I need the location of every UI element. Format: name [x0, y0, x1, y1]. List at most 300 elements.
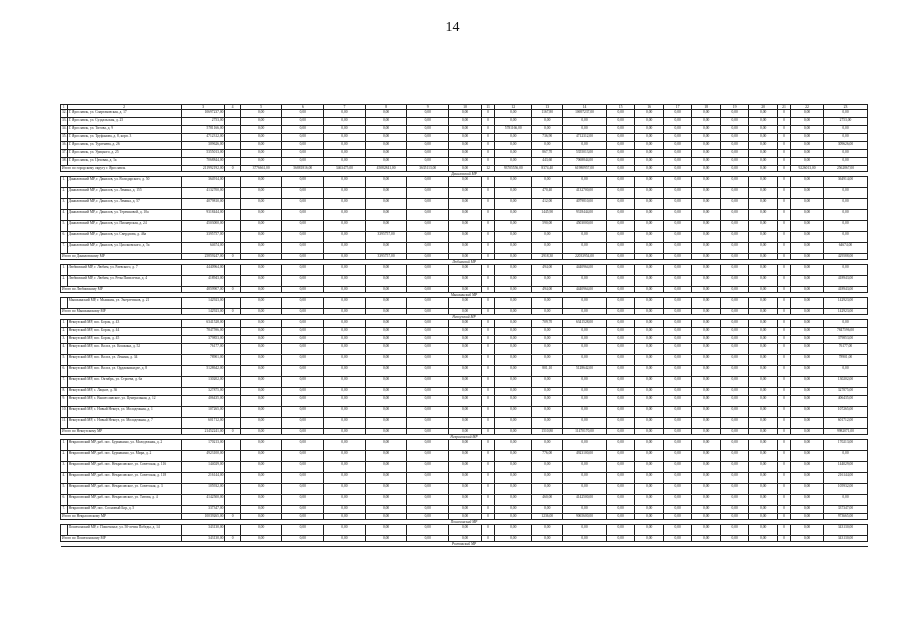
- value-cell: 0: [777, 118, 790, 126]
- value-cell: 0,00: [532, 407, 563, 418]
- value-cell: 0,00: [720, 355, 749, 366]
- value-cell: 0,00: [495, 265, 532, 276]
- value-cell: 0: [777, 126, 790, 134]
- value-cell: 0,00: [365, 525, 407, 536]
- value-cell: 0: [777, 473, 790, 484]
- value-cell: 0,00: [324, 199, 366, 210]
- value-cell: 0,00: [240, 177, 282, 188]
- value-cell: 0,00: [635, 199, 664, 210]
- value-cell: 0,00: [749, 462, 778, 473]
- total-value-cell: 0: [481, 429, 494, 435]
- table-row: [61, 320, 868, 328]
- row-number: 1.: [61, 320, 68, 328]
- value-cell: 0,00: [324, 462, 366, 473]
- value-cell: 0,00: [663, 265, 692, 276]
- row-number: 2.: [61, 451, 68, 462]
- total-value-cell: 0,00: [449, 166, 482, 172]
- value-cell: 0,00: [365, 110, 407, 118]
- total-value-cell: 0,00: [606, 536, 635, 542]
- value-cell: 0,00: [495, 366, 532, 377]
- area-heading: Некоузский МР: [61, 315, 868, 320]
- value-cell: 327875,00: [823, 388, 867, 396]
- value-cell: 0,00: [635, 118, 664, 126]
- value-cell: 0,00: [324, 243, 366, 254]
- column-number: 9: [407, 105, 449, 110]
- value-cell: 601712,00: [823, 418, 867, 429]
- value-cell: 0,00: [692, 221, 721, 232]
- value-cell: 0,00: [606, 210, 635, 221]
- value-cell: 0,00: [749, 396, 778, 407]
- value-cell: 0,00: [365, 473, 407, 484]
- value-cell: 0,00: [365, 158, 407, 166]
- value-cell: 0: [481, 158, 494, 166]
- value-cell: 0,00: [635, 525, 664, 536]
- value-cell: [225, 506, 240, 514]
- value-cell: 0,00: [791, 366, 824, 377]
- total-value-cell: 0: [777, 429, 790, 435]
- address-cell: Некоузский МР, пос. Борок, д. 44: [67, 328, 181, 336]
- value-cell: 0,00: [365, 298, 407, 309]
- value-cell: 0,00: [407, 388, 449, 396]
- value-cell: 0,00: [791, 396, 824, 407]
- value-cell: [225, 388, 240, 396]
- value-cell: 0,00: [240, 396, 282, 407]
- value-cell: 0,00: [663, 188, 692, 199]
- value-cell: 0,00: [720, 473, 749, 484]
- total-value-cell: 0,00: [663, 536, 692, 542]
- value-cell: [225, 440, 240, 451]
- value-cell: 0: [481, 440, 494, 451]
- row-number: 5.: [61, 484, 68, 495]
- value-cell: 0,00: [635, 232, 664, 243]
- total-value-cell: 0,00: [324, 254, 366, 260]
- value-cell: 0,00: [282, 118, 324, 126]
- table-row: [61, 158, 868, 166]
- value-cell: 309626,00: [181, 142, 225, 150]
- value-cell: 0,00: [449, 188, 482, 199]
- value-cell: 0,00: [240, 276, 282, 287]
- value-cell: 0,00: [240, 525, 282, 536]
- value-cell: 0,00: [240, 158, 282, 166]
- value-cell: 0,00: [692, 320, 721, 328]
- column-number: 17: [663, 105, 692, 110]
- value-cell: 0,00: [449, 440, 482, 451]
- value-cell: 0: [777, 451, 790, 462]
- value-cell: 0,00: [240, 232, 282, 243]
- value-cell: 0,00: [282, 232, 324, 243]
- value-cell: 0,00: [282, 440, 324, 451]
- value-cell: 0: [481, 232, 494, 243]
- value-cell: 0,00: [532, 243, 563, 254]
- value-cell: 0,00: [324, 451, 366, 462]
- value-cell: 0: [777, 388, 790, 396]
- total-value-cell: 2562867,00: [823, 166, 867, 172]
- value-cell: 0: [481, 495, 494, 506]
- total-value-cell: 0,00: [720, 309, 749, 315]
- value-cell: 0: [481, 276, 494, 287]
- value-cell: 0,00: [692, 134, 721, 142]
- value-cell: 0: [481, 451, 494, 462]
- table-row: [61, 142, 868, 150]
- total-value-cell: 0,00: [663, 166, 692, 172]
- total-value-cell: 0: [777, 536, 790, 542]
- value-cell: 0,00: [563, 484, 607, 495]
- value-cell: 0,00: [449, 407, 482, 418]
- value-cell: 0,00: [823, 210, 867, 221]
- value-cell: 0,00: [823, 134, 867, 142]
- value-cell: [225, 473, 240, 484]
- total-value-cell: 0,00: [495, 309, 532, 315]
- total-value-cell: 0,00: [365, 514, 407, 520]
- value-cell: 0,00: [563, 396, 607, 407]
- address-cell: Даниловский МР, г. Данилов, ул. Володарского, д. 50: [67, 177, 181, 188]
- value-cell: 0,00: [282, 158, 324, 166]
- total-value-cell: 0,00: [663, 287, 692, 293]
- value-cell: 0,00: [495, 199, 532, 210]
- address-cell: Г. Ярославль, ул. Труфанова, д. 8, корп. 3: [67, 134, 181, 142]
- total-value-cell: 0,00: [240, 287, 282, 293]
- value-cell: 0,00: [324, 276, 366, 287]
- value-cell: 0: [481, 298, 494, 309]
- value-cell: 0,00: [563, 298, 607, 309]
- value-cell: 0,00: [240, 110, 282, 118]
- value-cell: 0,00: [449, 118, 482, 126]
- value-cell: 0,00: [407, 355, 449, 366]
- value-cell: [225, 484, 240, 495]
- value-cell: 0: [481, 506, 494, 514]
- table-row: [61, 232, 868, 243]
- value-cell: 0,00: [282, 243, 324, 254]
- value-cell: 0,00: [720, 366, 749, 377]
- value-cell: 0: [777, 336, 790, 344]
- value-cell: 0,00: [495, 298, 532, 309]
- value-cell: 5355013,00: [181, 150, 225, 158]
- value-cell: 0,00: [324, 221, 366, 232]
- value-cell: 0,00: [240, 440, 282, 451]
- value-cell: 78901,00: [181, 355, 225, 366]
- row-number: 4.: [61, 210, 68, 221]
- value-cell: 0,00: [692, 142, 721, 150]
- total-value-cell: 0,00: [749, 536, 778, 542]
- value-cell: 0,00: [449, 525, 482, 536]
- value-cell: 601712,00: [181, 418, 225, 429]
- value-cell: 0,00: [720, 328, 749, 336]
- value-cell: 0,00: [324, 366, 366, 377]
- value-cell: 0: [777, 366, 790, 377]
- value-cell: 0,00: [635, 328, 664, 336]
- value-cell: 0,00: [240, 126, 282, 134]
- total-value-cell: 0,00: [282, 536, 324, 542]
- value-cell: 0,00: [365, 126, 407, 134]
- value-cell: 0,00: [720, 142, 749, 150]
- total-value-cell: 0,00: [663, 514, 692, 520]
- value-cell: [225, 451, 240, 462]
- value-cell: 0,00: [449, 473, 482, 484]
- column-number: 5: [240, 105, 282, 110]
- row-number: 37.: [61, 150, 68, 158]
- total-value-cell: 0,00: [635, 287, 664, 293]
- table-row: [61, 462, 868, 473]
- table-row: [61, 221, 868, 232]
- total-value-cell: 0,00: [449, 287, 482, 293]
- value-cell: 0,00: [692, 265, 721, 276]
- value-cell: [225, 199, 240, 210]
- value-cell: 0,00: [495, 355, 532, 366]
- value-cell: 142923,00: [823, 298, 867, 309]
- value-cell: 0: [481, 210, 494, 221]
- column-number: 15: [606, 105, 635, 110]
- value-cell: 0,00: [635, 110, 664, 118]
- total-value-cell: 45082841,00: [365, 166, 407, 172]
- value-cell: 0,00: [692, 366, 721, 377]
- value-cell: 0: [777, 525, 790, 536]
- value-cell: 0: [777, 110, 790, 118]
- total-value-cell: 2918,30: [532, 254, 563, 260]
- value-cell: 0: [777, 199, 790, 210]
- area-heading: Пошехонский МР: [61, 520, 868, 525]
- value-cell: 0,00: [663, 473, 692, 484]
- value-cell: 0,00: [749, 328, 778, 336]
- value-cell: 6341528,00: [563, 320, 607, 328]
- total-value-cell: 0,00: [635, 536, 664, 542]
- area-heading: Мышкинский МР: [61, 293, 868, 298]
- address-cell: Некрасовский МР, раб. пос. Некрасовское, ул. Советская, д. 3: [67, 484, 181, 495]
- value-cell: [225, 366, 240, 377]
- value-cell: 0,00: [791, 276, 824, 287]
- value-cell: [225, 188, 240, 199]
- value-cell: 0,00: [407, 418, 449, 429]
- value-cell: 0,00: [749, 366, 778, 377]
- value-cell: 0,00: [606, 298, 635, 309]
- value-cell: 0: [481, 484, 494, 495]
- value-cell: [225, 110, 240, 118]
- table-row: [61, 407, 868, 418]
- value-cell: [225, 328, 240, 336]
- address-cell: Г. Ярославль, ул. Спартаковская, д. 17: [67, 110, 181, 118]
- value-cell: 0,00: [720, 451, 749, 462]
- value-cell: 0,00: [532, 177, 563, 188]
- value-cell: 0,00: [823, 158, 867, 166]
- value-cell: 0,00: [791, 506, 824, 514]
- value-cell: 0: [481, 199, 494, 210]
- value-cell: 0,00: [240, 344, 282, 355]
- address-cell: Некрасовский МР, раб. пос. Бурмакино, ул. Молодежная, д. 2: [67, 440, 181, 451]
- value-cell: 0,00: [692, 158, 721, 166]
- value-cell: 0,00: [532, 298, 563, 309]
- value-cell: 0,00: [749, 134, 778, 142]
- total-value-cell: 0,00: [635, 254, 664, 260]
- value-cell: 0,00: [532, 276, 563, 287]
- value-cell: 0,00: [606, 320, 635, 328]
- table-row: [61, 210, 868, 221]
- value-cell: 144029,00: [181, 462, 225, 473]
- value-cell: 0,00: [791, 265, 824, 276]
- total-value-cell: 343130,00: [181, 536, 225, 542]
- total-value-cell: 93705556,00: [495, 166, 532, 172]
- value-cell: 0,00: [495, 232, 532, 243]
- table-row: [61, 150, 868, 158]
- total-value-cell: 0,00: [692, 166, 721, 172]
- table-row: [61, 506, 868, 514]
- value-cell: [225, 118, 240, 126]
- column-number: 11: [481, 105, 494, 110]
- total-value-cell: 0,00: [282, 309, 324, 315]
- row-number: 36.: [61, 142, 68, 150]
- value-cell: 0,00: [282, 328, 324, 336]
- value-cell: 0,00: [635, 221, 664, 232]
- value-cell: 0,00: [791, 525, 824, 536]
- value-cell: 0,00: [365, 134, 407, 142]
- value-cell: 0,00: [407, 210, 449, 221]
- value-cell: 0,00: [449, 126, 482, 134]
- value-cell: 0,00: [532, 328, 563, 336]
- value-cell: 0,00: [365, 388, 407, 396]
- value-cell: 0,00: [663, 451, 692, 462]
- value-cell: 0: [777, 484, 790, 495]
- value-cell: 0,00: [240, 134, 282, 142]
- value-cell: 0,00: [365, 407, 407, 418]
- value-cell: 379853,00: [823, 336, 867, 344]
- value-cell: 0,00: [563, 355, 607, 366]
- value-cell: 0,00: [663, 199, 692, 210]
- total-value-cell: 0,00: [692, 429, 721, 435]
- value-cell: [225, 177, 240, 188]
- value-cell: 0,00: [282, 134, 324, 142]
- value-cell: 0,00: [407, 158, 449, 166]
- value-cell: 364914,00: [181, 177, 225, 188]
- value-cell: 0,00: [823, 320, 867, 328]
- value-cell: 0,00: [791, 451, 824, 462]
- value-cell: 0,00: [532, 396, 563, 407]
- value-cell: 0,00: [495, 150, 532, 158]
- value-cell: 0,00: [692, 377, 721, 388]
- total-value-cell: 0: [481, 254, 494, 260]
- value-cell: [225, 265, 240, 276]
- total-value-cell: 3463475,00: [324, 166, 366, 172]
- row-number: 7.: [61, 243, 68, 254]
- row-number: 10.: [61, 407, 68, 418]
- value-cell: 0,00: [791, 134, 824, 142]
- value-cell: 0,00: [449, 110, 482, 118]
- value-cell: 0,00: [791, 243, 824, 254]
- value-cell: 105932,00: [823, 484, 867, 495]
- value-cell: 0,00: [791, 232, 824, 243]
- total-value-cell: 0,00: [495, 536, 532, 542]
- address-cell: Некоузский МР, с. Лацкое, д. 36: [67, 388, 181, 396]
- value-cell: 0: [777, 355, 790, 366]
- value-cell: 0,00: [282, 210, 324, 221]
- register-sheet: [60, 104, 868, 547]
- value-cell: 0,00: [365, 199, 407, 210]
- total-value-cell: 0,00: [407, 309, 449, 315]
- value-cell: 0,00: [606, 199, 635, 210]
- value-cell: 0,00: [240, 118, 282, 126]
- value-cell: 3395757,00: [181, 232, 225, 243]
- value-cell: 0,00: [692, 298, 721, 309]
- value-cell: 0: [777, 276, 790, 287]
- value-cell: 0,00: [365, 462, 407, 473]
- total-value-cell: 21452241,00: [181, 429, 225, 435]
- address-cell: Г. Ярославль, ул. Урицкого, д. 25: [67, 150, 181, 158]
- value-cell: 0,00: [663, 366, 692, 377]
- value-cell: 0,00: [495, 506, 532, 514]
- value-cell: 0: [481, 525, 494, 536]
- total-value-cell: 0,00: [495, 429, 532, 435]
- value-cell: 0,00: [791, 355, 824, 366]
- value-cell: 0,00: [563, 126, 607, 134]
- address-cell: Любимский МР, г. Любим, ул. Речн Пятилетки, д. 4: [67, 276, 181, 287]
- column-number: 3: [181, 105, 225, 110]
- value-cell: 0,00: [606, 407, 635, 418]
- total-value-cell: 0,00: [407, 536, 449, 542]
- value-cell: 0,00: [720, 276, 749, 287]
- value-cell: 0,00: [407, 118, 449, 126]
- total-value-cell: 0,00: [282, 514, 324, 520]
- value-cell: 0,00: [749, 150, 778, 158]
- address-cell: Некоузский МР, с. Вышеславское, ул. Центральная, д. 12: [67, 396, 181, 407]
- value-cell: 0,00: [407, 451, 449, 462]
- value-cell: 0,00: [282, 320, 324, 328]
- value-cell: 0,00: [635, 276, 664, 287]
- value-cell: 4142500,00: [181, 495, 225, 506]
- value-cell: 216144,00: [181, 473, 225, 484]
- total-value-cell: 0,00: [240, 514, 282, 520]
- value-cell: 5355013,00: [563, 150, 607, 158]
- value-cell: 5128642,00: [563, 366, 607, 377]
- value-cell: 0,00: [495, 473, 532, 484]
- value-cell: 309626,00: [823, 142, 867, 150]
- value-cell: 0,00: [495, 328, 532, 336]
- value-cell: 0,00: [495, 418, 532, 429]
- value-cell: 0,00: [563, 142, 607, 150]
- value-cell: 0,00: [791, 177, 824, 188]
- address-cell: Г. Ярославль, ул. Цеховая, д. 1а: [67, 158, 181, 166]
- value-cell: 0,00: [563, 525, 607, 536]
- row-number: 3.: [61, 462, 68, 473]
- value-cell: 0,00: [407, 525, 449, 536]
- value-cell: 0,00: [791, 199, 824, 210]
- value-cell: 0,00: [324, 158, 366, 166]
- value-cell: [225, 344, 240, 355]
- value-cell: 0,00: [365, 210, 407, 221]
- total-value-cell: 0: [777, 254, 790, 260]
- value-cell: 0,00: [791, 298, 824, 309]
- total-value-cell: 0,00: [791, 429, 824, 435]
- value-cell: 0,00: [692, 110, 721, 118]
- value-cell: 0,00: [282, 110, 324, 118]
- value-cell: 0,00: [692, 473, 721, 484]
- value-cell: 0,00: [635, 134, 664, 142]
- total-value-cell: 0,00: [606, 514, 635, 520]
- total-value-cell: 12: [481, 166, 494, 172]
- value-cell: 0,00: [365, 118, 407, 126]
- value-cell: 78901,00: [823, 355, 867, 366]
- column-number: 23: [823, 105, 867, 110]
- value-cell: 4440964,00: [181, 265, 225, 276]
- value-cell: 0,00: [635, 344, 664, 355]
- total-value-cell: 0,00: [606, 166, 635, 172]
- value-cell: 418943,00: [823, 276, 867, 287]
- total-value-cell: 0,00: [692, 514, 721, 520]
- value-cell: 0,00: [635, 320, 664, 328]
- value-cell: 0,00: [749, 320, 778, 328]
- value-cell: 0,00: [791, 440, 824, 451]
- total-value-cell: 0,00: [791, 254, 824, 260]
- value-cell: 0,00: [563, 328, 607, 336]
- value-cell: 0: [481, 396, 494, 407]
- total-value-cell: 0,00: [324, 536, 366, 542]
- value-cell: 0,00: [407, 243, 449, 254]
